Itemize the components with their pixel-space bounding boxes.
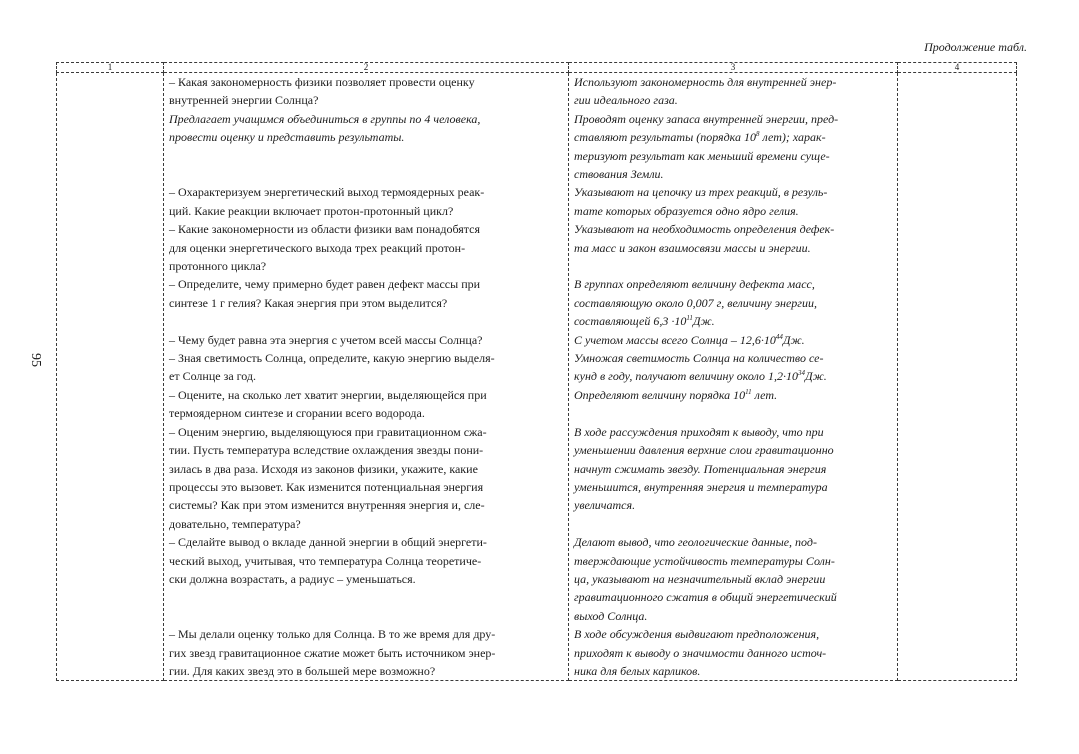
table-row	[57, 73, 1017, 681]
student-block	[574, 625, 892, 680]
student-line: уменьшится, внутренняя энергия и температура	[574, 479, 828, 494]
teacher-line: протонного цикла?	[169, 259, 267, 274]
column-number-4: 4	[898, 63, 1017, 73]
student-line: Используют закономерность для внутренней энер-	[574, 75, 837, 89]
teacher-line: – Определите, чему примерно будет равен дефект массы при	[169, 277, 481, 292]
student-line: приходят к выводу о значимости данного источ-	[574, 645, 827, 660]
student-line: Умножая светимость Солнца на количество се-	[574, 351, 824, 366]
teacher-block	[169, 331, 563, 349]
teacher-line: – Оцените, на сколько лет хватит энергии, выделяющейся при	[169, 387, 487, 402]
teacher-line: гии. Для каких звезд это в большей мере возможно?	[169, 663, 436, 678]
student-line: увеличатся.	[574, 498, 636, 513]
teacher-line: ческий выход, учитывая, что температура Солнца теоретиче-	[169, 553, 482, 568]
student-line: Указывают на необходимость определения дефек-	[574, 222, 835, 237]
teacher-line: термоядерном синтезе и сгорании всего водорода.	[169, 406, 425, 421]
column-number-1: 1	[57, 63, 164, 73]
student-block	[574, 220, 892, 275]
teacher-line: – Охарактеризуем энергетический выход термоядерных реак-	[169, 185, 485, 200]
teacher-block	[169, 349, 563, 386]
student-line: тверждающие устойчивость температуры Солн-	[574, 553, 835, 568]
teacher-instruction-line: провести оценку и представить результаты.	[169, 130, 405, 145]
student-line: гии идеального газа.	[574, 93, 678, 108]
student-line: гравитационного сжатия в общий энергетический	[574, 590, 837, 605]
student-line: составляющей $6,3 \cdot 10^{11}Дж$.	[574, 314, 715, 329]
student-line: уменьшении давления верхние слои гравитационно	[574, 443, 834, 458]
teacher-block	[169, 275, 563, 330]
student-line: Делают вывод, что геологические данные, под-	[574, 535, 817, 550]
teacher-instruction-line: Предлагает учащимся объединиться в группы по 4 человека,	[169, 111, 481, 126]
student-block	[574, 386, 892, 423]
continuation-label: Продолжение табл.	[924, 40, 1027, 54]
student-line: ствования Земли.	[574, 167, 664, 182]
teacher-line: ций. Какие реакции включает протон-протонный цикл?	[169, 203, 454, 218]
student-block	[574, 533, 892, 625]
teacher-line: ски должна возрастать, а радиус – уменьшаться.	[169, 571, 416, 586]
teacher-block	[169, 423, 563, 533]
teacher-line: тии. Пусть температура вследствие охлаждения звезды пони-	[169, 443, 484, 458]
teacher-block	[169, 386, 563, 423]
student-line: тате которых образуется одно ядро гелия.	[574, 203, 799, 218]
stage-cell	[57, 73, 164, 681]
student-line: Определяют величину порядка $10^{11}$ лет.	[574, 387, 778, 402]
student-line: ника для белых карликов.	[574, 663, 701, 678]
column-number-row	[57, 63, 1017, 73]
teacher-line: внутренней энергии Солнца?	[169, 93, 319, 108]
page-number: 95	[28, 353, 43, 367]
lesson-table	[56, 62, 1017, 681]
teacher-activity-cell	[164, 73, 569, 681]
student-line: В ходе обсуждения выдвигают предположения,	[574, 627, 820, 642]
teacher-line: – Какая закономерность физики позволяет провести оценку	[169, 75, 475, 89]
teacher-block	[169, 533, 563, 625]
student-line: та масс и закон взаимосвязи массы и энергии.	[574, 240, 811, 255]
student-line: выход Солнца.	[574, 608, 648, 623]
student-line: теризуют результат как меньший времени суще-	[574, 148, 830, 163]
teacher-block	[169, 625, 563, 680]
teacher-line: синтезе 1 г гелия? Какая энергия при этом выделится?	[169, 295, 448, 310]
teacher-line: гих звезд гравитационное сжатие может быть источником энер-	[169, 645, 496, 660]
teacher-line: – Зная светимость Солнца, определите, какую энергию выделя-	[169, 351, 495, 366]
student-line: кунд в году, получают величину около $1,2\cdot 10^{34}Дж$.	[574, 369, 827, 384]
notes-cell	[898, 73, 1017, 681]
student-line: составляющую около 0,007 г, величину энергии,	[574, 295, 817, 310]
student-block	[574, 331, 892, 349]
student-block	[574, 183, 892, 220]
student-block	[574, 73, 892, 183]
column-number-3: 3	[569, 63, 898, 73]
student-line: ца, указывают на незначительный вклад энергии	[574, 571, 826, 586]
teacher-line: довательно, температура?	[169, 516, 301, 531]
teacher-line: системы? Как при этом изменится внутренняя энергия и, сле-	[169, 498, 485, 513]
teacher-line: – Сделайте вывод о вкладе данной энергии в общий энергети-	[169, 535, 487, 550]
teacher-line: процессы это вызовет. Как изменится потенциальная энергия	[169, 479, 484, 494]
teacher-line: ет Солнце за год.	[169, 369, 257, 384]
teacher-line: зилась в два раза. Исходя из законов физики, укажите, какие	[169, 461, 478, 476]
teacher-block	[169, 220, 563, 275]
student-line: начнут сжимать звезду. Потенциальная энергия	[574, 461, 827, 476]
student-block	[574, 275, 892, 330]
teacher-line: – Какие закономерности из области физики вам понадобятся	[169, 222, 481, 237]
teacher-line: – Оценим энергию, выделяющуюся при гравитационном сжа-	[169, 424, 487, 439]
student-line: В ходе рассуждения приходят к выводу, что при	[574, 424, 824, 439]
teacher-block	[169, 73, 563, 183]
student-line: С учетом массы всего Солнца – $12,6\cdot 10^{44}Дж$.	[574, 332, 805, 347]
teacher-block	[169, 183, 563, 220]
student-line: Проводят оценку запаса внутренней энергии, пред-	[574, 111, 839, 126]
student-line: Указывают на цепочку из трех реакций, в резуль-	[574, 185, 828, 200]
teacher-line: – Чему будет равна эта энергия с учетом всей массы Солнца?	[169, 332, 483, 347]
student-block	[574, 349, 892, 386]
teacher-line: – Мы делали оценку только для Солнца. В то же время для дру-	[169, 627, 496, 642]
column-number-2: 2	[164, 63, 569, 73]
student-block	[574, 423, 892, 533]
student-activity-cell	[569, 73, 898, 681]
teacher-line: для оценки энергетического выхода трех реакций протон-	[169, 240, 466, 255]
student-line: ставляют результаты (порядка $10^8$ лет); харак-	[574, 130, 826, 145]
student-line: В группах определяют величину дефекта масс,	[574, 277, 815, 292]
